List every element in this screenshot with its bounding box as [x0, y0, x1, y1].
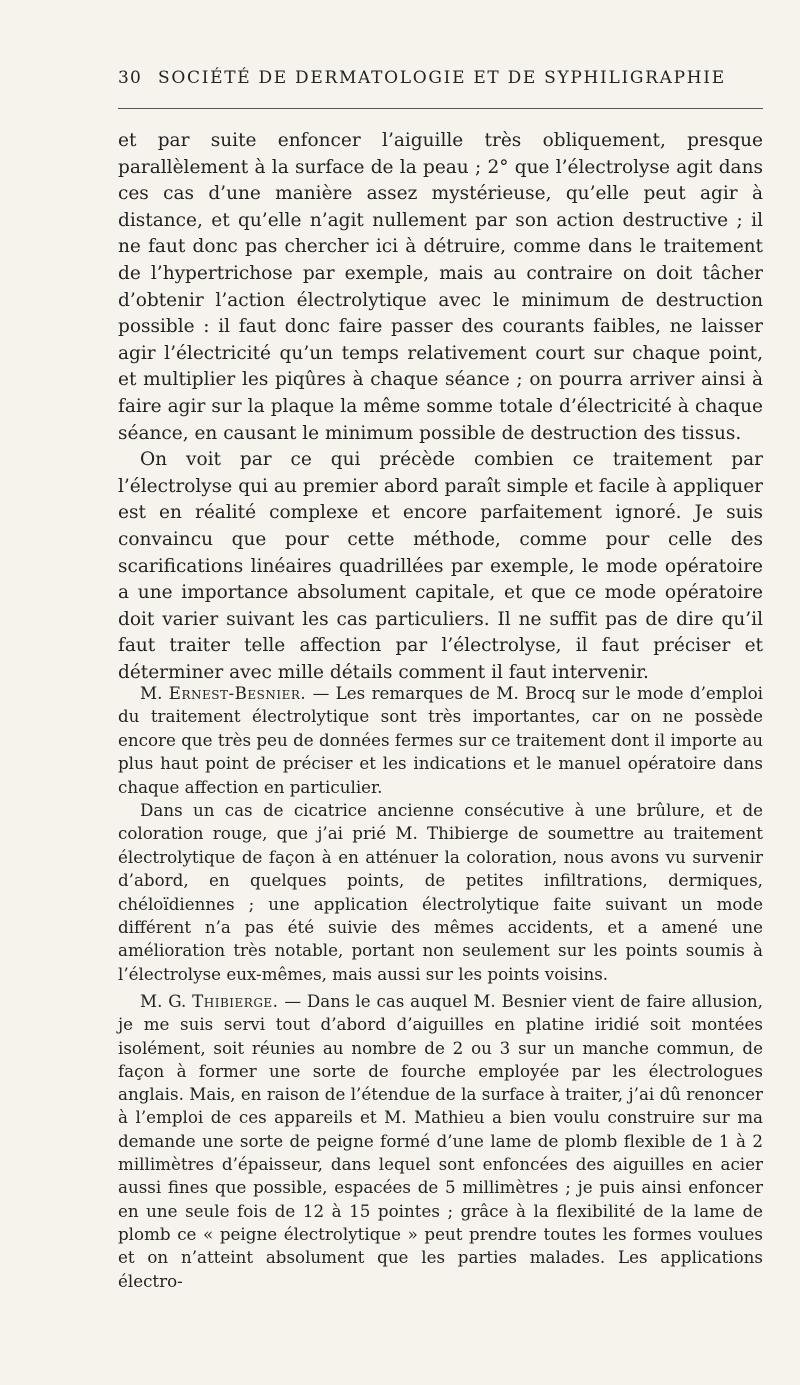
paragraph-continuation: et par suite enfoncer l’aiguille très obliquement, presque parallèlement à la surface de la peau ; 2° que l’électrolyse agit dans ces cas d’une manière assez mystérieuse, qu’elle peut agir à distance, et qu’elle n’agit nullement par son action destructive ; il ne faut donc pas chercher ici à détruire, comme dans le traitement de l’hypertrichose par exemple, mais au contraire on doit tâcher d’obtenir l’action électrolytique avec le minimum de destruction possible : il faut donc faire passer des courants faibles, ne laisser agir l’électricité qu’un temps relativement court sur chaque point, et multiplier les piqûres à chaque séance ; on pourra arriver ainsi à faire agir sur la plaque la même somme totale d’électricité à chaque séance, en causant le minimum possible de destruction des tissus. [118, 130, 763, 444]
paragraph-thibierge-remark [118, 990, 763, 1293]
paragraph-text: — Les remarques de M. Brocq sur le mode d’emploi du traitement électrolytique sont très importantes, car on ne possède encore que très peu de données fermes sur ce traitement dont il importe au plus haut point de préciser et les indications et le manuel opératoire dans chaque affection en particulier. [118, 683, 763, 797]
running-title: SOCIÉTÉ DE DERMATOLOGIE ET DE SYPHILIGRAPHIE [158, 68, 726, 88]
speaker-prefix: M. G. [140, 991, 193, 1011]
speaker-prefix: M. [140, 683, 169, 703]
paragraph-besnier-case: Dans un cas de cicatrice ancienne consécutive à une brûlure, et de coloration rouge, que j’ai prié M. Thibierge de soumettre au traitement électrolytique de façon à en atténuer la coloration, nous avons vu survenir d’abord, en quelques points, de petites infiltrations, dermiques, chéloïdiennes ; une application électrolytique faite suivant un mode différent n’a pas été suivie des mêmes accidents, et a amené une amélioration très notable, portant non seulement sur les points soumis à l’électrolyse eux-mêmes, mais aussi sur les points voisins. [118, 800, 763, 984]
speaker-name: Ernest-Besnier. [168, 683, 307, 703]
paragraph-besnier-remark [118, 682, 763, 799]
text-block-thibierge [118, 990, 763, 1293]
header-rule [118, 108, 763, 109]
speaker-name: Thibierge. [192, 991, 279, 1011]
text-block-brocq [118, 128, 763, 686]
page-number: 30 [118, 68, 143, 88]
running-header [118, 68, 763, 88]
text-block-besnier [118, 682, 763, 986]
paragraph-conclusion: On voit par ce qui précède combien ce traitement par l’électrolyse qui au premier abord paraît simple et facile à appliquer est en réalité complexe et encore parfaitement ignoré. Je suis convaincu que pour cette méthode, comme pour celle des scarifications linéaires quadrillées par exemple, le mode opératoire a une importance absolument capitale, et que ce mode opératoire doit varier suivant les cas particuliers. Il ne suffit pas de dire qu’il faut traiter telle affection par l’électrolyse, il faut préciser et déterminer avec mille détails comment il faut intervenir. [118, 449, 763, 683]
paragraph-text: — Dans le cas auquel M. Besnier vient de faire allusion, je me suis servi tout d’abord d’aiguilles en platine iridié soit montées isolément, soit réunies au nombre de 2 ou 3 sur un manche commun, de façon à former une sorte de fourche employée par les électrologues anglais. Mais, en raison de l’étendue de la surface à traiter, j’ai dû renoncer à l’emploi de ces appareils et M. Mathieu a bien voulu construire sur ma demande une sorte de peigne formé d’une lame de plomb flexible de 1 à 2 millimètres d’épaisseur, dans lequel sont enfoncées des aiguilles en acier aussi fines que possible, espacées de 5 millimètres ; je puis ainsi enfoncer en une seule fois de 12 à 15 pointes ; grâce à la flexibilité de la lame de plomb ce « peigne électrolytique » peut prendre toutes les formes voulues et on n’atteint absolument que les parties malades. Les applications électro- [118, 991, 763, 1291]
